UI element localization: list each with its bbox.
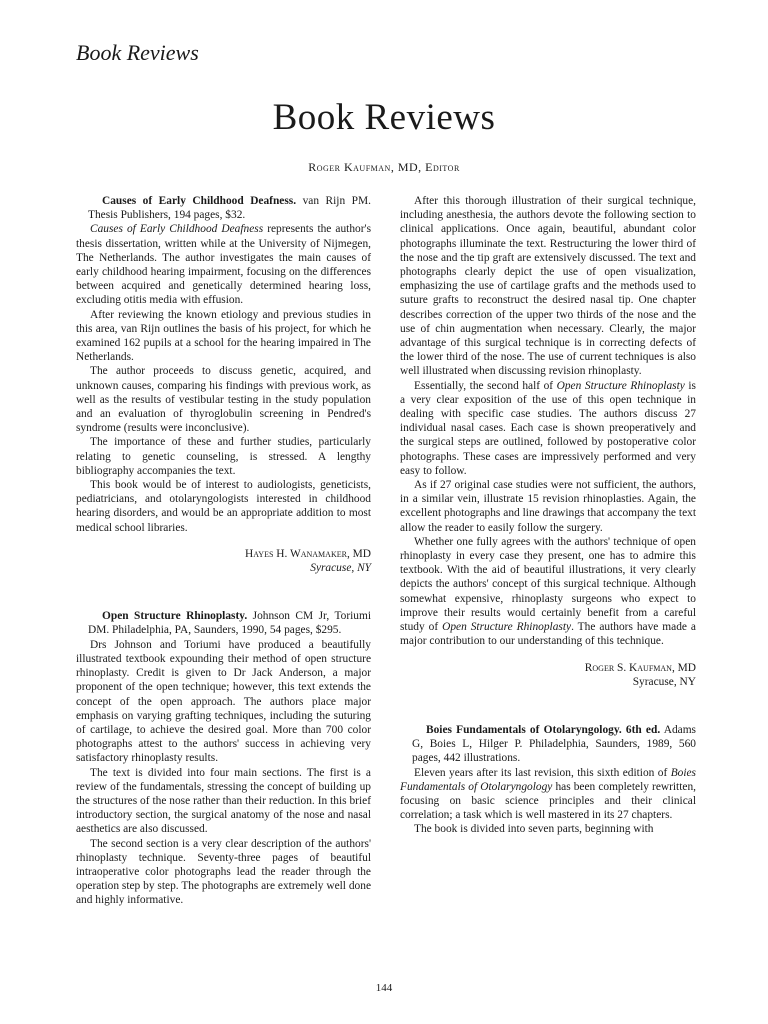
review2-citation: Open Structure Rhinoplasty. Johnson CM Jr, Toriumi DM. Philadelphia, PA, Saunders, 1990, 54 pages, $295. bbox=[88, 610, 371, 637]
review2-place: Syracuse, NY bbox=[632, 675, 696, 688]
review3-citation: Boies Fundamentals of Otolaryngology. 6th ed. Adams G, Boies L, Hilger P. Philadelphia, Saunders, 1989, 560 pages, 442 illustrations. bbox=[412, 723, 696, 765]
review2-paragraph: The second section is a very clear description of the authors' rhinoplasty technique. Seventy-three pages of beautiful intraoperative color photographs lead the reader through the operation step by step. The photographs are extremely well done and highly informative. bbox=[76, 837, 371, 907]
review2-paragraph: Drs Johnson and Toriumi have produced a beautifully illustrated textbook expounding their method of open structure rhinoplasty. Credit is given to Dr Jack Anderson, a major proponent of the open technique; however, this text extends the concept of the open approach. The authors place major emphasis on varying grafting techniques, including the suturing of cartilage, to achieve the desired goal. More than 700 color photographs attest to the authors' success in achieving very satisfactory rhinoplasty results. bbox=[76, 638, 371, 765]
review1-place: Syracuse, NY bbox=[310, 562, 371, 575]
review1-reviewer: Hayes H. Wanamaker, MD bbox=[245, 547, 371, 560]
review1-paragraph: The author proceeds to discuss genetic, acquired, and unknown causes, comparing his findings with previous work, as well as the results of vestibular testing in the study population and an evaluation of thyroglobulin screening in Pendred's syndrome (results were inconclusive). bbox=[76, 365, 371, 435]
review2-book-title: Open Structure Rhinoplasty. bbox=[102, 610, 248, 623]
right-column bbox=[400, 194, 696, 837]
review1-paragraph: Causes of Early Childhood Deafness represents the author's thesis dissertation, written while at the University of Nijmegen, The Netherlands. The author investigates the main causes of early childhood hearing impairment, focusing on the differences between acquired and genetically determined hearing loss, excluding otitis media with effusion. bbox=[76, 223, 371, 307]
review1-paragraph: After reviewing the known etiology and previous studies in this area, van Rijn outlines the basis of his project, for which he examined 162 pupils at a school for the hearing impaired in The Netherlands. bbox=[76, 308, 371, 364]
page-number: 144 bbox=[375, 982, 393, 994]
review2-paragraph: Whether one fully agrees with the authors' technique of open rhinoplasty in every case they present, one has to admire this textbook. With the aid of beautiful illustrations, it very clearly depicts the authors' concept of this surgical technique. Although somewhat expensive, rhinoplasty surgeons who expect to improve their results would certainly benefit from a careful study of Open Structure Rhinoplasty. The authors have made a major contribution to our understanding of this technique. bbox=[400, 535, 696, 648]
review2-paragraph: As if 27 original case studies were not sufficient, the authors, in a similar vein, illustrate 15 revision rhinoplasties. Again, the excellent photographs and line drawings that accompany the text allow the reader to easily follow the surgery. bbox=[400, 479, 696, 534]
review3-paragraph: Eleven years after its last revision, this sixth edition of Boies Fundamentals of Otolaryngology has been completely rewritten, focusing on basic science principles and their clinical correlation; a task which is well mastered in its 27 chapters. bbox=[400, 766, 696, 822]
review2-reviewer: Roger S. Kaufman, MD bbox=[584, 661, 696, 674]
review1-citation: Causes of Early Childhood Deafness. van Rijn PM. Thesis Publishers, 194 pages, $32. bbox=[88, 195, 371, 222]
review3-paragraph: The book is divided into seven parts, beginning with bbox=[414, 823, 654, 836]
running-head: Book Reviews bbox=[76, 40, 199, 65]
left-column bbox=[76, 194, 371, 908]
page-title: Book Reviews bbox=[272, 97, 496, 138]
review2-paragraph: After this thorough illustration of their surgical technique, including anesthesia, the authors devote the following section to clinical applications. Once again, beautiful, abundant color photographs illuminate the text. Restructuring the lower third of the nose and the tip graft are extensively discussed. The text and photographs clearly depict the use of open visualization, emphasizing the use of cartilage grafts and the methods used to suture grafts to reconstruct the desired nasal tip. One chapter describes correction of the upper two thirds of the nose and the use of chin augmentation when necessary. Clearly, the major advantage of this surgical technique is in correcting defects of the lower third of the nose. The use of current techniques is also well illustrated when discussing revision rhinoplasty. bbox=[400, 195, 696, 378]
review1-book-title: Causes of Early Childhood Deafness. bbox=[102, 195, 297, 207]
review1-paragraph: The importance of these and further studies, particularly relating to genetic counseling, is stressed. A lengthy bibliography accompanies the text. bbox=[76, 436, 371, 477]
review3-book-title: Boies Fundamentals of Otolaryngology. 6th ed. bbox=[426, 723, 661, 736]
review2-paragraph: Essentially, the second half of Open Structure Rhinoplasty is a very clear exposition of the use of this open technique in dealing with specific case studies. The authors discuss 27 individual nasal cases. Each case is shown preoperatively and the surgical steps are outlined, followed by postoperative color photographs. These cases are impressively performed and very easy to follow. bbox=[400, 379, 696, 477]
review1-paragraph: This book would be of interest to audiologists, geneticists, pediatricians, and otolaryngologists interested in childhood hearing disorders, and would be an appropriate addition to most medical school libraries. bbox=[76, 479, 371, 534]
review2-paragraph: The text is divided into four main sections. The first is a review of the fundamentals, stressing the concept of building up the structures of the nose rather than their reduction. In this brief introductory section, the surgical anatomy of the nose and nasal aesthetics are also discussed. bbox=[76, 766, 371, 836]
editor-byline: Roger Kaufman, MD, Editor bbox=[308, 160, 460, 174]
